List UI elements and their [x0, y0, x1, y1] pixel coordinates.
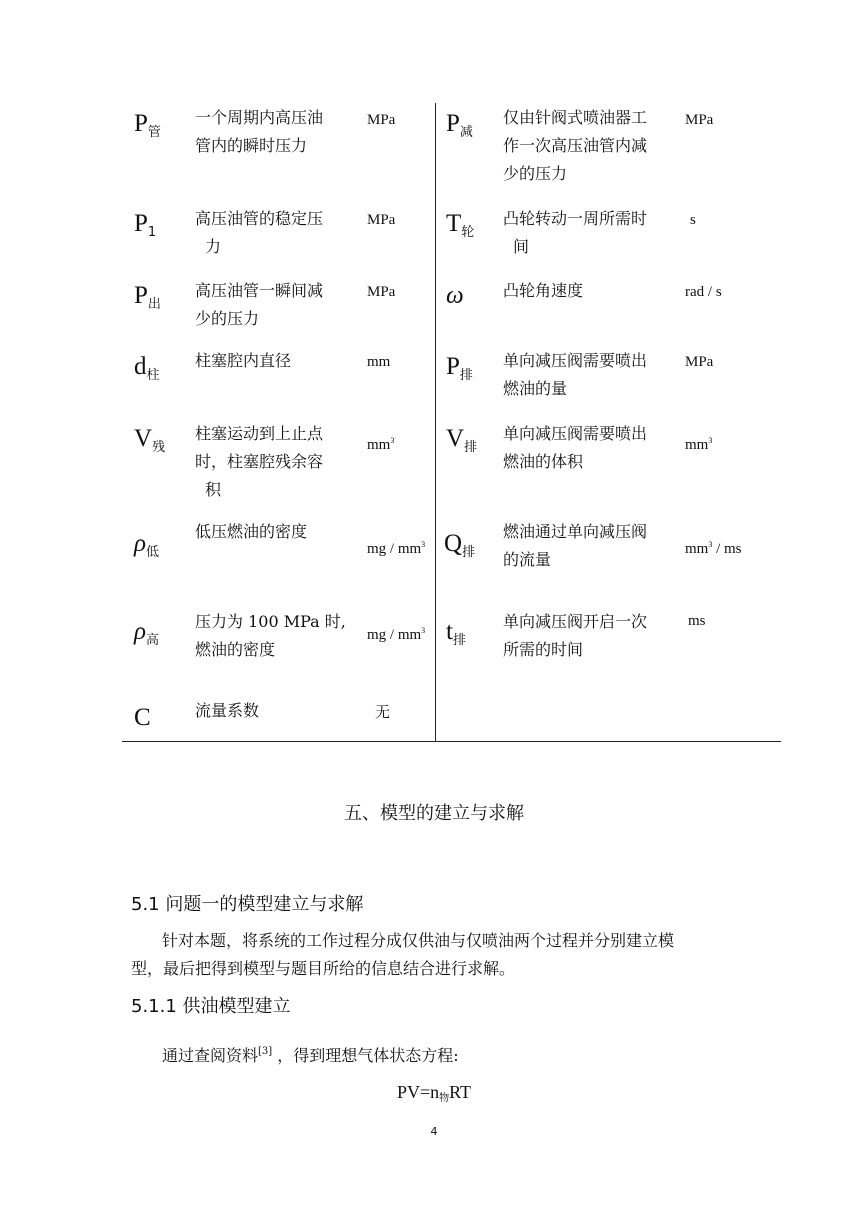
symbol-t-lun: $T_轮$: [446, 210, 475, 240]
unit-p-jian: MPa: [685, 112, 714, 128]
desc-d-zhu: 柱塞腔内直径: [195, 351, 292, 370]
desc-c: 流量系数: [195, 701, 260, 720]
desc-p-1: 高压油管的稳定压 力: [195, 209, 324, 256]
symbol-p-chu: $P_出$: [134, 282, 161, 312]
symbol-rho-di: $\rho_低$: [134, 530, 160, 560]
section-5-1-para-line2: 型，最后把得到模型与题目所给的信息结合进行求解。: [131, 959, 516, 978]
symbol-t-pai: $t_排$: [446, 618, 466, 648]
unit-p-chu: MPa: [367, 284, 396, 300]
chapter-title: 五、模型的建立与求解: [344, 803, 524, 824]
unit-t-pai: ms: [688, 613, 706, 629]
section-5-1-1-title: 5.1.1 供油模型建立: [131, 996, 291, 1017]
desc-rho-gao: 压力为 100 MPa 时, 燃油的密度: [195, 612, 346, 659]
desc-v-pai: 单向减压阀需要喷出 燃油的体积: [503, 424, 648, 471]
desc-t-pai: 单向减压阀开启一次 所需的时间: [503, 612, 648, 659]
desc-p-jian: 仅由针阀式喷油器工 作一次高压油管内减 少的压力: [503, 108, 648, 183]
symbol-p-pai: $P_排$: [446, 353, 473, 383]
unit-t-lun: s: [690, 212, 696, 228]
desc-t-lun: 凸轮转动一周所需时 间: [503, 209, 648, 256]
desc-p-guan: 一个周期内高压油 管内的瞬时压力: [195, 108, 324, 155]
symbol-p-guan: $P_管$: [134, 110, 161, 140]
citation: [3]: [258, 1046, 273, 1057]
unit-p-1: MPa: [367, 212, 396, 228]
symbol-omega: ω: [446, 282, 464, 309]
desc-q-pai: 燃油通过单向减压阀 的流量: [503, 522, 648, 569]
symbol-v-can: $V_残$: [134, 425, 166, 455]
unit-p-guan: MPa: [367, 112, 396, 128]
symbol-p-jian: $P_减$: [446, 110, 473, 140]
unit-q-pai: $mm^3$ / ms: [685, 540, 742, 557]
unit-c: 无: [375, 703, 391, 721]
unit-p-pai: MPa: [685, 354, 714, 370]
unit-v-pai: $mm^3$: [685, 436, 713, 453]
unit-omega: rad / s: [685, 284, 722, 300]
desc-p-chu: 高压油管一瞬间减 少的压力: [195, 281, 324, 328]
desc-omega: 凸轮角速度: [503, 281, 584, 300]
unit-d-zhu: mm: [367, 354, 391, 370]
page-number: 4: [430, 1125, 438, 1138]
ideal-gas-equation: $PV=n_物RT$: [396, 1082, 472, 1104]
unit-v-can: $mm^3$: [367, 436, 395, 453]
symbol-c: C: [134, 704, 151, 731]
table-bottom-rule: [122, 741, 781, 742]
symbol-q-pai: $Q_排$: [444, 530, 476, 560]
unit-rho-gao: mg / $mm^3$: [367, 626, 426, 643]
desc-v-can: 柱塞运动到上止点 时，柱塞腔残余容 积: [195, 424, 324, 499]
symbol-v-pai: $V_排$: [446, 425, 478, 455]
section-5-1-title: 5.1 问题一的模型建立与求解: [131, 894, 364, 915]
desc-p-pai: 单向减压阀需要喷出 燃油的量: [503, 351, 648, 398]
desc-rho-di: 低压燃油的密度: [195, 522, 308, 541]
section-5-1-para-line1: 针对本题，将系统的工作过程分成仅供油与仅喷油两个过程并分别建立模: [162, 931, 675, 950]
unit-rho-di: mg / $mm^3$: [367, 540, 426, 557]
section-5-1-1-para: 通过查阅资料[3] ，得到理想气体状态方程:: [162, 1046, 459, 1065]
symbol-rho-gao: $\rho_高$: [134, 618, 160, 648]
symbol-p-1: $P_1$: [134, 210, 157, 240]
table-column-divider: [435, 103, 436, 742]
symbol-d-zhu: $d_柱$: [134, 353, 160, 383]
